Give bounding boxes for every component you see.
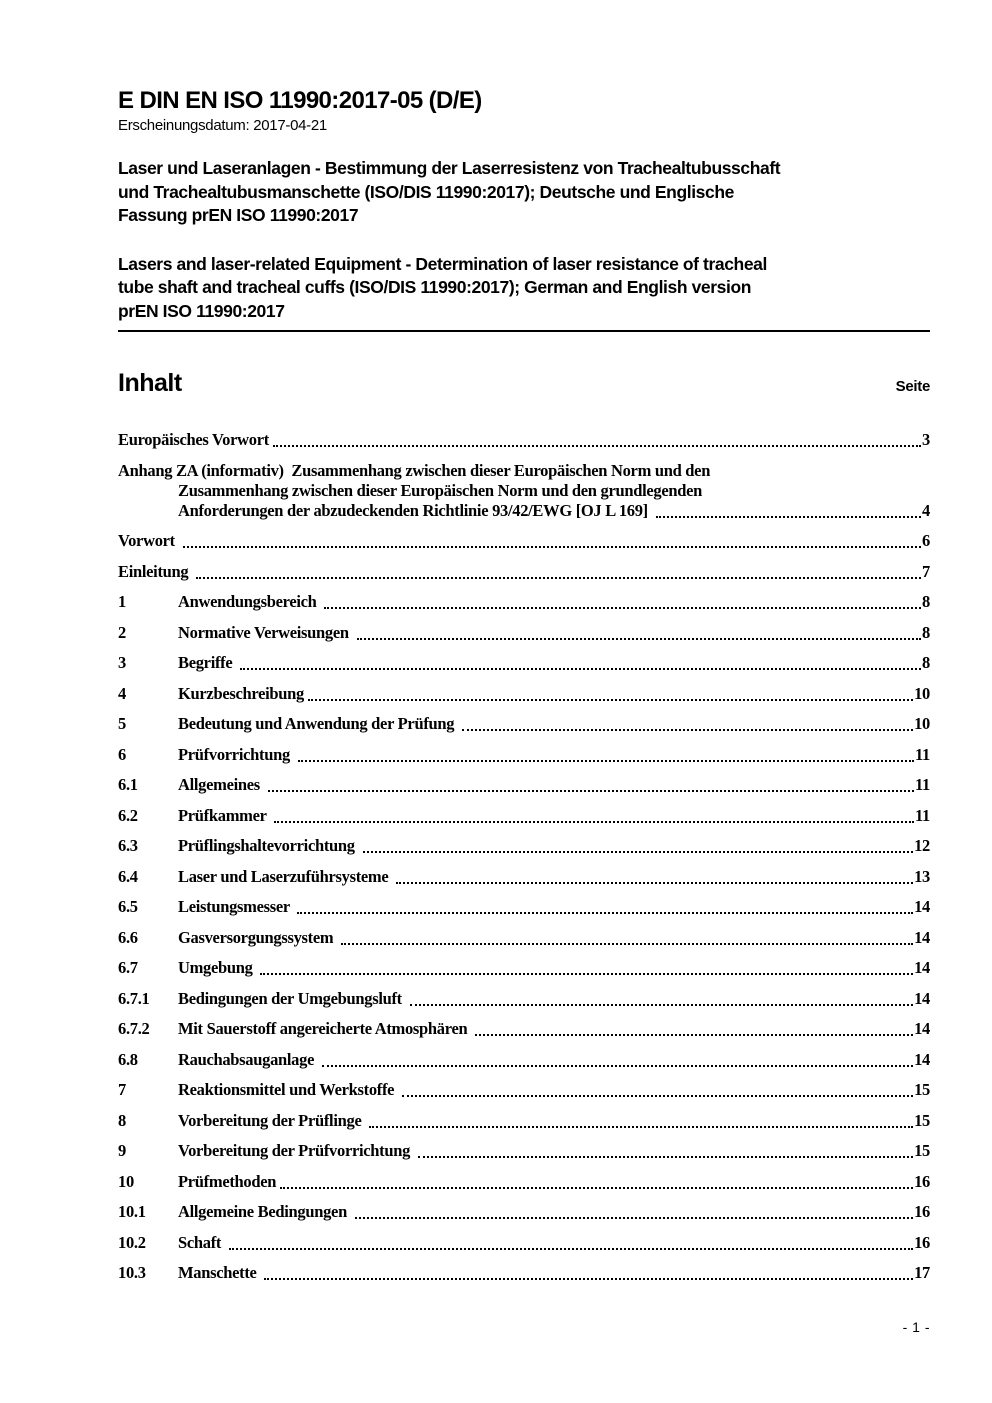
toc-entry-label: Bedingungen der Umgebungsluft [178, 988, 406, 1008]
toc-entry-number: 10.2 [118, 1232, 146, 1252]
toc-dot-leader [369, 1126, 913, 1128]
toc-entry-number: 10 [118, 1171, 134, 1191]
toc-entry-row [118, 562, 930, 582]
toc-entry [118, 867, 930, 887]
toc-entry [118, 531, 930, 551]
toc-entry-page: 14 [914, 1049, 930, 1069]
toc-entry [118, 1080, 930, 1100]
toc-entry-row [118, 1111, 930, 1131]
toc-dot-leader [418, 1156, 913, 1158]
toc-dot-leader [475, 1034, 913, 1036]
toc-entry-number: 5 [118, 714, 126, 733]
toc-entry-page: 15 [914, 1080, 930, 1099]
toc-dot-leader [462, 729, 913, 731]
toc-entry [118, 775, 930, 795]
page-content [118, 0, 930, 1294]
page-number: - 1 - [902, 1319, 930, 1335]
toc-entry-number: 6.6 [118, 927, 138, 947]
toc-entry-row [118, 989, 930, 1009]
toc-entry-row [118, 1141, 930, 1161]
toc-dot-leader [656, 516, 921, 518]
toc-entry-continuation: Anforderungen der abzudeckenden Richtlinie 93/42/EWG [OJ L 169] [178, 500, 652, 520]
toc-entry [118, 806, 930, 826]
toc-entry-page: 4 [922, 500, 930, 520]
toc-entry-row [118, 1080, 930, 1100]
toc-entry-row [118, 897, 930, 917]
toc-entry-page: 8 [922, 653, 930, 672]
title-german-line: Laser und Laseranlagen - Bestimmung der Laserresistenz von Trachealtubusschaft [118, 158, 781, 178]
toc-entry-page: 10 [914, 714, 930, 733]
toc-entry-page: 12 [914, 836, 930, 855]
toc-entry-row [118, 684, 930, 704]
toc-dot-leader [308, 699, 913, 701]
toc-entry [118, 684, 930, 704]
toc-entry-row [118, 501, 930, 521]
toc-entry-page: 14 [914, 958, 930, 977]
toc-entry-label: Allgemeines [178, 775, 264, 794]
title-english-line: prEN ISO 11990:2017 [118, 300, 285, 321]
toc-entry-page: 17 [914, 1263, 930, 1282]
toc-entry-row [118, 430, 930, 450]
toc-entry [118, 958, 930, 978]
toc-entry-page: 11 [915, 775, 930, 794]
toc-entry-label: Einleitung [118, 561, 193, 581]
toc-entry-label: Allgemeine Bedingungen [178, 1202, 351, 1221]
toc-entry [118, 1172, 930, 1192]
toc-dot-leader [410, 1004, 913, 1006]
toc-entry-number: 6.4 [118, 866, 138, 886]
title-german [118, 157, 930, 228]
toc-entry-page: 7 [922, 561, 930, 581]
toc-entry-number: 6 [118, 744, 126, 764]
toc-header [118, 369, 930, 397]
toc-entry-page: 8 [922, 592, 930, 611]
toc-entry-row [118, 806, 930, 826]
toc-dot-leader [196, 577, 921, 579]
toc-dot-leader [240, 668, 921, 670]
title-english-line: tube shaft and tracheal cuffs (ISO/DIS 11990:2017); German and English version [118, 277, 752, 297]
toc-entry-label: Rauchabsauganlage [178, 1049, 318, 1069]
toc-entry-row [118, 1202, 930, 1222]
toc-entry-row [118, 836, 930, 856]
toc-dot-leader [322, 1065, 913, 1067]
toc-entry-row [118, 867, 930, 887]
toc-entry-label: Umgebung [178, 958, 257, 977]
toc-entry-label: Prüfmethoden [178, 1171, 277, 1191]
toc-dot-leader [396, 882, 913, 884]
toc-entry [118, 653, 930, 673]
toc-entry-page: 15 [914, 1110, 930, 1130]
toc-entry [118, 1141, 930, 1161]
toc-entry-number: 6.2 [118, 805, 138, 825]
toc-entry [118, 1019, 930, 1039]
toc-entry-label: Begriffe [178, 653, 237, 672]
toc-entry-number: 7 [118, 1080, 126, 1099]
toc-entry [118, 989, 930, 1009]
toc-entry [118, 1050, 930, 1070]
toc-entry-label: Vorbereitung der Prüflinge [178, 1110, 366, 1130]
toc-entry-label: Laser und Laserzuführsysteme [178, 866, 393, 886]
toc-entry [118, 461, 930, 521]
toc-entry-number: 6.1 [118, 775, 138, 794]
toc-entry-number: 4 [118, 683, 126, 703]
document-title: E DIN EN ISO 11990:2017-05 (D/E) [118, 87, 482, 114]
title-english [118, 253, 930, 324]
toc-entry-page: 11 [915, 744, 930, 764]
toc-entry-label: Schaft [178, 1232, 225, 1252]
title-english-line: Lasers and laser-related Equipment - Determination of laser resistance of tracheal [118, 253, 767, 274]
toc-entry-number: 10.3 [118, 1263, 146, 1282]
toc-entry [118, 1202, 930, 1222]
toc-entry-label: Vorbereitung der Prüfvorrichtung [178, 1141, 414, 1160]
toc-entry-page: 16 [914, 1202, 930, 1221]
toc-entry-label: Anwendungsbereich [178, 592, 321, 611]
toc-entry-number: 8 [118, 1110, 126, 1130]
toc-dot-leader [264, 1278, 913, 1280]
toc-entry-number: 10.1 [118, 1202, 146, 1221]
toc-entry [118, 836, 930, 856]
toc-entry-page: 15 [914, 1141, 930, 1160]
toc-dot-leader [280, 1187, 913, 1189]
toc-entry [118, 1263, 930, 1283]
toc-dot-leader [229, 1248, 913, 1250]
toc-page-column-label: Seite [895, 378, 930, 395]
toc-entry-page: 3 [922, 430, 930, 449]
toc-entry-number: 3 [118, 653, 126, 672]
toc-entry [118, 430, 930, 450]
toc-entry-row [118, 958, 930, 978]
toc-entry-number: 6.7.2 [118, 1019, 150, 1038]
toc-dot-leader [341, 943, 913, 945]
toc-entry [118, 714, 930, 734]
toc-entry-label: Prüfvorrichtung [178, 744, 294, 764]
toc-entry [118, 623, 930, 643]
toc-entry-row [118, 1233, 930, 1253]
publication-date: Erscheinungsdatum: 2017-04-21 [118, 117, 327, 134]
toc-heading: Inhalt [118, 369, 182, 397]
toc-entry-number: 6.7 [118, 958, 138, 977]
toc-entry-label: Reaktionsmittel und Werkstoffe [178, 1080, 399, 1099]
toc-entry-number: 6.8 [118, 1049, 138, 1069]
toc-entry [118, 1233, 930, 1253]
toc-entry-row [118, 714, 930, 734]
toc-entry-number: 9 [118, 1141, 126, 1160]
toc-dot-leader [273, 445, 921, 447]
title-german-line: Fassung prEN ISO 11990:2017 [118, 205, 359, 225]
toc-entry-row [118, 1019, 930, 1039]
toc-entry-label: Europäisches Vorwort [118, 430, 269, 449]
toc-dot-leader [297, 912, 913, 914]
toc-entry-row [118, 531, 930, 551]
title-german-line: und Trachealtubusmanschette (ISO/DIS 11990:2017); Deutsche und Englische [118, 181, 734, 202]
toc-entry [118, 1111, 930, 1131]
toc-entry-row [118, 928, 930, 948]
toc-entry-row [118, 1050, 930, 1070]
toc-entry-label: Prüfkammer [178, 805, 271, 825]
toc-entry-page: 14 [914, 988, 930, 1008]
toc-entry-label: Leistungsmesser [178, 897, 294, 916]
toc-entry-page: 13 [914, 866, 930, 886]
toc-entry-row [118, 623, 930, 643]
toc-dot-leader [324, 607, 921, 609]
toc-entry-continuation: Zusammenhang zwischen dieser Europäischen Norm und den grundlegenden [178, 480, 703, 500]
toc-entry-page: 14 [914, 1019, 930, 1038]
toc-entry [118, 897, 930, 917]
toc-entry-page: 16 [914, 1171, 930, 1191]
toc-entry-page: 8 [922, 622, 930, 642]
toc-entry-label: Prüflingshaltevorrichtung [178, 836, 359, 855]
toc-dot-leader [402, 1095, 913, 1097]
toc-dot-leader [268, 790, 914, 792]
toc-entry-page: 16 [914, 1232, 930, 1252]
toc-entry [118, 562, 930, 582]
toc-entry-row [118, 592, 930, 612]
toc-entry-row [118, 1263, 930, 1283]
toc-entry-number: 1 [118, 592, 126, 611]
toc-dot-leader [298, 760, 914, 762]
toc-entry-label: Manschette [178, 1263, 261, 1282]
toc-entry-label: Vorwort [118, 531, 179, 550]
toc-dot-leader [357, 638, 921, 640]
header-divider [118, 330, 930, 332]
toc-entry [118, 745, 930, 765]
toc-entry-page: 11 [915, 805, 930, 825]
toc-entry-row [118, 1172, 930, 1192]
toc-entry-row [118, 745, 930, 765]
toc-entry-page: 14 [914, 927, 930, 947]
toc-entry-page: 10 [914, 683, 930, 703]
toc-entry-number: 6.7.1 [118, 988, 150, 1008]
toc-entry-label: Mit Sauerstoff angereicherte Atmosphären [178, 1019, 472, 1038]
toc-entry-number: 6.3 [118, 836, 138, 855]
toc-entry-label: Gasversorgungssystem [178, 927, 338, 947]
toc-entry-row [118, 653, 930, 673]
toc-entry-page: 14 [914, 897, 930, 916]
toc-dot-leader [183, 546, 921, 548]
toc-entry-label: Kurzbeschreibung [178, 683, 304, 703]
toc-entry-number: 2 [118, 622, 126, 642]
toc-entry-number: 6.5 [118, 897, 138, 916]
toc-dot-leader [363, 851, 914, 853]
toc-entry-label: Anhang ZA (informativ) Zusammenhang zwischen dieser Europäischen Norm und den [118, 460, 711, 480]
toc-entry-row [118, 775, 930, 795]
toc-dot-leader [355, 1217, 913, 1219]
toc-entry-page: 6 [922, 531, 930, 550]
toc-dot-leader [274, 821, 914, 823]
toc-entry [118, 928, 930, 948]
toc-entry-label: Bedeutung und Anwendung der Prüfung [178, 714, 459, 733]
toc-entry [118, 592, 930, 612]
table-of-contents [118, 430, 930, 1283]
toc-dot-leader [260, 973, 913, 975]
toc-entry-label: Normative Verweisungen [178, 622, 353, 642]
